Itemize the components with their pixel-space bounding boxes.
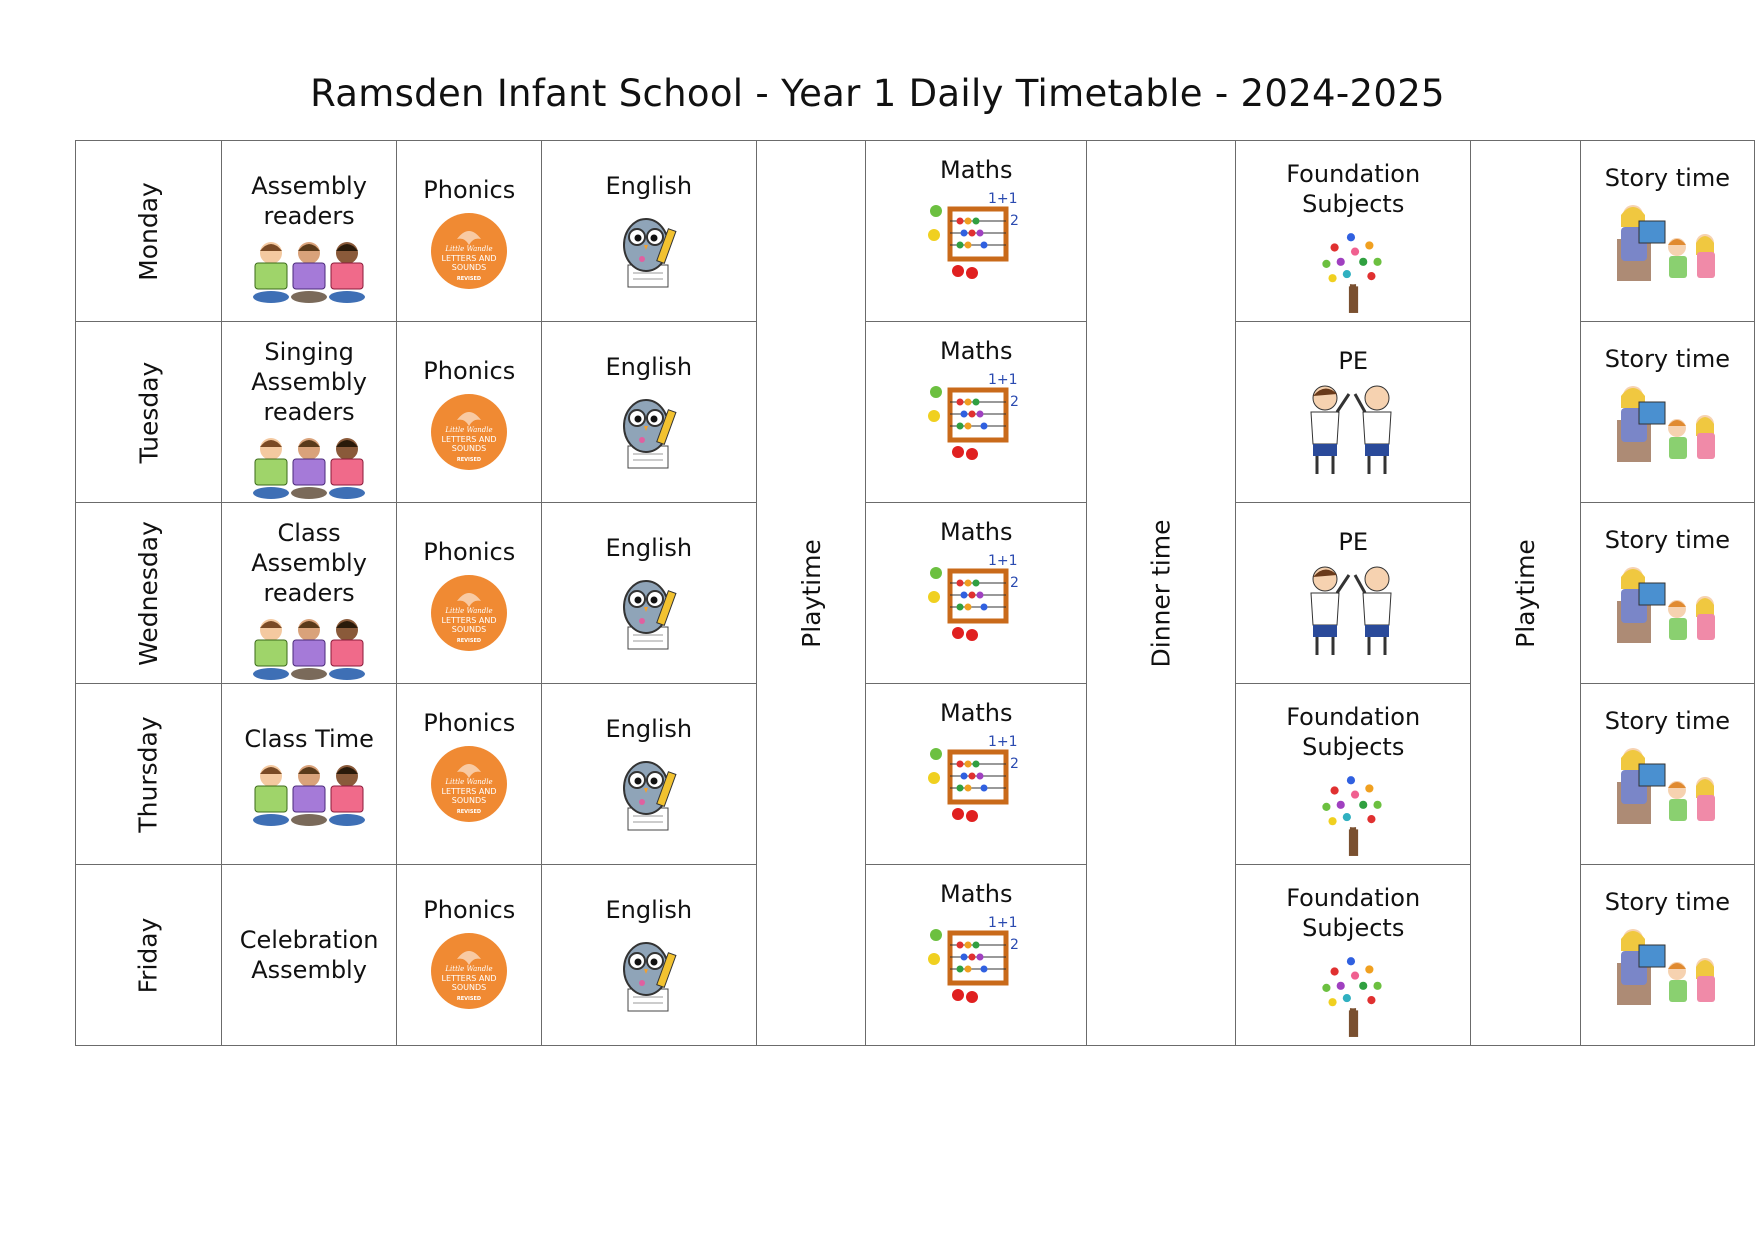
badge-line3: SOUNDS [452,263,487,272]
badge-line3: SOUNDS [452,444,487,453]
dinner-time-label: Dinner time [1146,519,1176,667]
story-time-icon [1611,923,1723,1007]
badge-line4: REVISED [457,638,482,644]
timetable-row-monday [76,141,1755,322]
story-time-cell [1580,322,1754,503]
phonics-badge-icon [429,931,509,1011]
story-time-cell [1580,865,1754,1046]
badge-line4: REVISED [457,276,482,282]
day-cell [76,865,222,1046]
day-label: Tuesday [133,361,163,463]
badge-line3: SOUNDS [452,625,487,634]
phonics-badge-icon [429,392,509,472]
assembly-cell [221,865,397,1046]
playtime-am-label: Playtime [796,538,826,648]
story-time-cell [1580,141,1754,322]
assembly-label: readers [263,398,355,426]
day-cell [76,684,222,865]
afternoon-cell [1236,684,1471,865]
badge-line2: LETTERS AND [441,787,497,796]
owl-writing-icon [614,931,684,1015]
english-label: English [605,172,693,200]
day-label: Monday [133,181,163,281]
playtime-am-cell [756,141,866,1046]
maths-cell [866,865,1087,1046]
phonics-label: Phonics [423,896,516,924]
afternoon-label: PE [1338,347,1369,375]
badge-line2: LETTERS AND [441,254,497,263]
phonics-cell [397,865,542,1046]
maths-label: Maths [939,156,1013,184]
maths-cell [866,503,1087,684]
badge-line4: REVISED [457,996,482,1002]
story-time-label: Story time [1604,345,1730,373]
badge-line4: REVISED [457,457,482,463]
badge-line1: Little Wandle [445,778,493,786]
day-cell [76,503,222,684]
story-time-label: Story time [1604,707,1730,735]
story-time-label: Story time [1604,164,1730,192]
tree-icon [1309,949,1397,1039]
assembly-label: Singing [264,338,354,366]
assembly-label: readers [263,579,355,607]
day-label: Thursday [133,715,163,833]
abacus-icon [922,191,1030,283]
badge-line2: LETTERS AND [441,616,497,625]
phonics-badge-icon [429,573,509,653]
badge-line3: SOUNDS [452,983,487,992]
story-time-label: Story time [1604,526,1730,554]
stretching-kids-icon [1303,563,1403,657]
playtime-pm-label: Playtime [1510,538,1540,648]
owl-writing-icon [614,569,684,653]
badge-line2: LETTERS AND [441,435,497,444]
day-cell [76,322,222,503]
story-time-label: Story time [1604,888,1730,916]
maths-label: Maths [939,337,1013,365]
dinner-time-cell [1087,141,1236,1046]
badge-line3: SOUNDS [452,796,487,805]
badge-line1: Little Wandle [445,426,493,434]
playtime-pm-cell [1471,141,1581,1046]
badge-line2: LETTERS AND [441,974,497,983]
story-time-icon [1611,742,1723,826]
story-time-icon [1611,380,1723,464]
children-reading-icon [251,237,367,303]
english-label: English [605,534,693,562]
english-cell [542,684,757,865]
afternoon-label: PE [1338,528,1369,556]
owl-writing-icon [614,388,684,472]
children-reading-icon [251,614,367,680]
english-cell [542,865,757,1046]
afternoon-cell [1236,322,1471,503]
assembly-cell [221,141,397,322]
assembly-cell [221,322,397,503]
badge-line1: Little Wandle [445,245,493,253]
tree-icon [1309,225,1397,315]
english-label: English [605,715,693,743]
badge-line1: Little Wandle [445,607,493,615]
assembly-label: Assembly [251,956,367,984]
abacus-icon [922,734,1030,826]
afternoon-label: Foundation Subjects [1286,703,1421,761]
story-time-cell [1580,684,1754,865]
english-cell [542,141,757,322]
assembly-label: Class [277,519,341,547]
afternoon-cell [1236,865,1471,1046]
maths-cell [866,322,1087,503]
afternoon-label: Foundation Subjects [1286,884,1421,942]
abacus-icon [922,372,1030,464]
maths-cell [866,684,1087,865]
story-time-icon [1611,199,1723,283]
day-label: Friday [133,917,163,993]
assembly-cell [221,684,397,865]
maths-cell [866,141,1087,322]
phonics-cell [397,322,542,503]
assembly-label: readers [263,202,355,230]
tree-icon [1309,768,1397,858]
owl-writing-icon [614,207,684,291]
maths-label: Maths [939,518,1013,546]
phonics-label: Phonics [423,176,516,204]
afternoon-cell [1236,503,1471,684]
abacus-icon [922,553,1030,645]
badge-line1: Little Wandle [445,965,493,973]
english-cell [542,322,757,503]
assembly-cell [221,503,397,684]
phonics-cell [397,141,542,322]
phonics-badge-icon [429,744,509,824]
assembly-label: Assembly [251,368,367,396]
abacus-icon [922,915,1030,1007]
phonics-cell [397,503,542,684]
timetable [75,140,1755,1046]
english-cell [542,503,757,684]
phonics-label: Phonics [423,709,516,737]
owl-writing-icon [614,750,684,834]
day-label: Wednesday [133,520,163,666]
maths-label: Maths [939,699,1013,727]
phonics-label: Phonics [423,357,516,385]
english-label: English [605,353,693,381]
phonics-badge-icon [429,211,509,291]
assembly-label: Class Time [244,725,374,753]
phonics-label: Phonics [423,538,516,566]
assembly-label: Assembly [251,172,367,200]
afternoon-label: Foundation Subjects [1286,160,1421,218]
children-reading-icon [251,433,367,499]
maths-label: Maths [939,880,1013,908]
phonics-cell [397,684,542,865]
story-time-icon [1611,561,1723,645]
children-reading-icon [251,760,367,826]
assembly-label: Celebration [239,926,379,954]
afternoon-cell [1236,141,1471,322]
story-time-cell [1580,503,1754,684]
badge-line4: REVISED [457,809,482,815]
english-label: English [605,896,693,924]
day-cell [76,141,222,322]
assembly-label: Assembly [251,549,367,577]
stretching-kids-icon [1303,382,1403,476]
page-title: Ramsden Infant School - Year 1 Daily Timetable - 2024-2025 [310,72,1445,115]
